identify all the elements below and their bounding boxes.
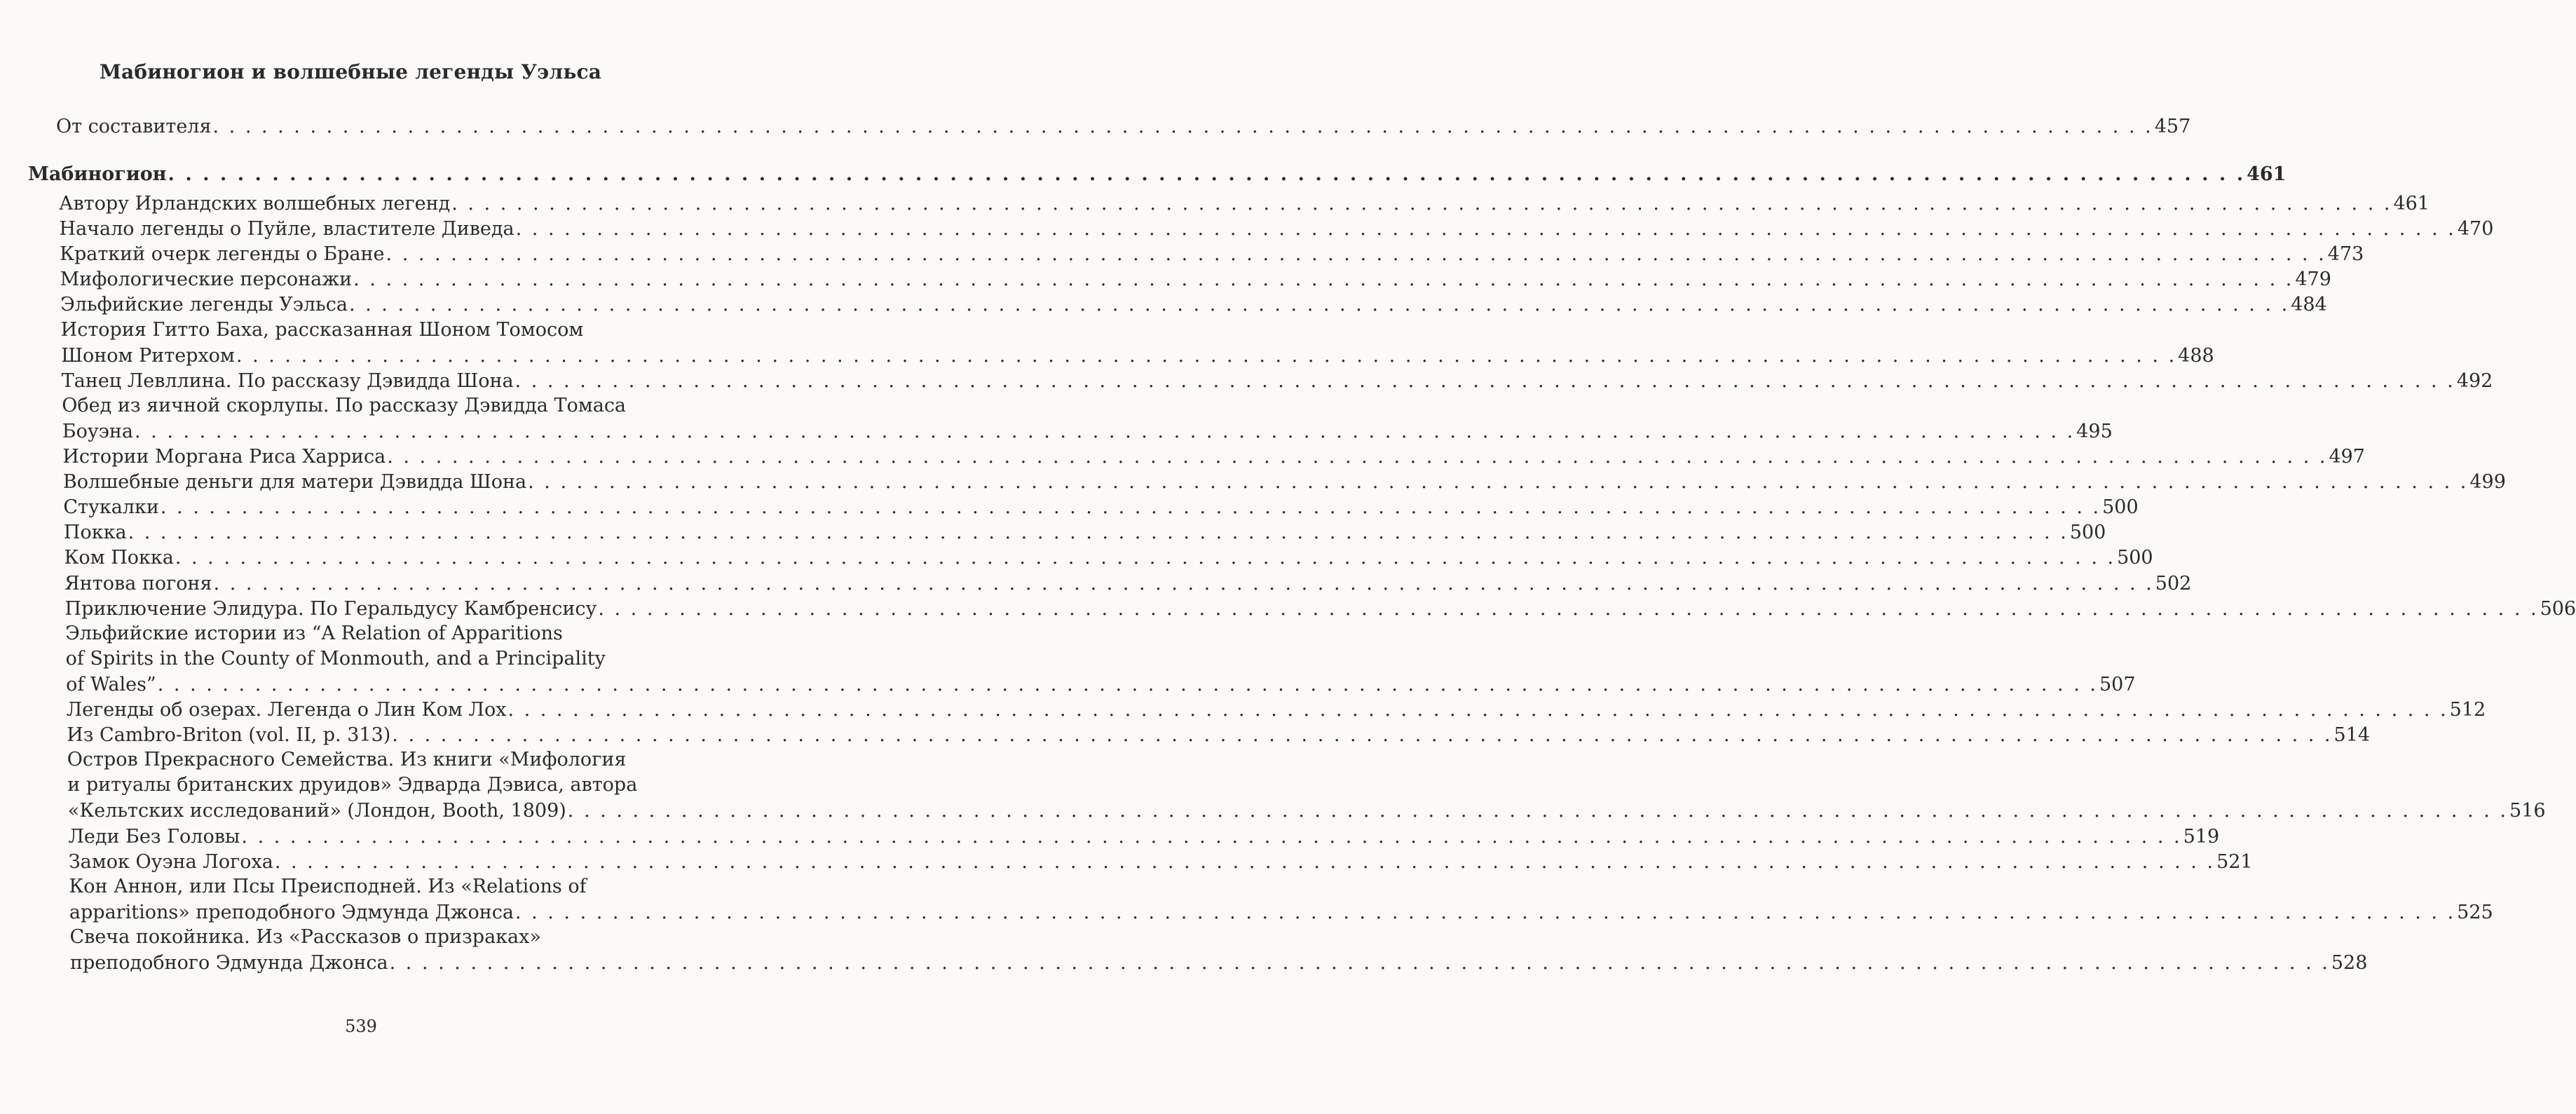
dot-leader: . . . . . . . . . . . . . . . . . . . . . . . . . . . . . . . . . . . . . . . . . . . . . . . . . . . . . . . . . . . . . . . . . . . . . . . . . . . . . . . . . . . . . . . . . . . . . . . . . . . . . . . . . . . . . . . . . . . . . . . . [168, 163, 2246, 185]
toc-entry-text: Кон Аннон, или Псы Преисподней. Из «Relations of [69, 875, 587, 897]
toc-entry-page: 506 [2540, 597, 2576, 620]
dot-leader: . . . . . . . . . . . . . . . . . . . . . . . . . . . . . . . . . . . . . . . . . . . . . . . . . . . . . . . . . . . . . . . . . . . . . . . . . . . . . . . . . . . . . . . . . . . . . . . . . . . . . . . . . . . . . . . . . . . . . . . . [274, 850, 2216, 873]
toc-entry-page: 492 [2456, 369, 2493, 392]
toc-entry-line [64, 569, 2192, 595]
toc-entry-page: 473 [2327, 243, 2364, 266]
toc-entry-page: 499 [2469, 471, 2506, 494]
toc-entry-text: преподобного Эдмунда Джонса [70, 952, 388, 974]
toc-entry-page: 488 [2178, 344, 2214, 367]
toc-entry-text: Ком Покка [64, 547, 174, 569]
toc-entry-page: 500 [2102, 496, 2139, 519]
toc-entry-line [59, 189, 2430, 215]
dot-leader: . . . . . . . . . . . . . . . . . . . . . . . . . . . . . . . . . . . . . . . . . . . . . . . . . . . . . . . . . . . . . . . . . . . . . . . . . . . . . . . . . . . . . . . . . . . . . . . . . . . . . . . . . . . . . . . . . . . . . . . . [507, 699, 2448, 721]
toc-entry-page: 500 [2117, 547, 2153, 569]
toc-entry-text: Мифологические персонажи [60, 269, 353, 291]
toc-entry-page: 512 [2449, 699, 2486, 721]
dot-leader: . . . . . . . . . . . . . . . . . . . . . . . . . . . . . . . . . . . . . . . . . . . . . . . . . . . . . . . . . . . . . . . . . . . . . . . . . . . . . . . . . . . . . . . . . . . . . . . . . . . . . . . . . . . . . . . . . . . . . . . . [386, 243, 2326, 266]
toc-entry-line [68, 848, 2253, 873]
dot-leader: . . . . . . . . . . . . . . . . . . . . . . . . . . . . . . . . . . . . . . . . . . . . . . . . . . . . . . . . . . . . . . . . . . . . . . . . . . . . . . . . . . . . . . . . . . . . . . . . . . . . . . . . . . . . . . . . . . . . . . . . [160, 496, 2101, 519]
toc-entry-text: Обед из яичной скорлупы. По рассказу Дэвидда Томаса [62, 394, 627, 416]
dot-leader: . . . . . . . . . . . . . . . . . . . . . . . . . . . . . . . . . . . . . . . . . . . . . . . . . . . . . . . . . . . . . . . . . . . . . . . . . . . . . . . . . . . . . . . . . . . . . . . . . . . . . . . . . . . . . . . . . . . . . . . . [514, 901, 2456, 923]
dot-leader: . . . . . . . . . . . . . . . . . . . . . . . . . . . . . . . . . . . . . . . . . . . . . . . . . . . . . . . . . . . . . . . . . . . . . . . . . . . . . . . . . . . . . . . . . . . . . . . . . . . . . . . . . . . . . . . . . . . . . . . . [213, 572, 2154, 595]
dot-leader: . . . . . . . . . . . . . . . . . . . . . . . . . . . . . . . . . . . . . . . . . . . . . . . . . . . . . . . . . . . . . . . . . . . . . . . . . . . . . . . . . . . . . . . . . . . . . . . . . . . . . . . . . . . . . . . . . . . . . . . . [514, 369, 2455, 392]
dot-leader: . . . . . . . . . . . . . . . . . . . . . . . . . . . . . . . . . . . . . . . . . . . . . . . . . . . . . . . . . . . . . . . . . . . . . . . . . . . . . . . . . . . . . . . . . . . . . . . . . . . . . . . . . . . . . . . . . . . . . . . . [598, 597, 2539, 620]
dot-leader: . . . . . . . . . . . . . . . . . . . . . . . . . . . . . . . . . . . . . . . . . . . . . . . . . . . . . . . . . . . . . . . . . . . . . . . . . . . . . . . . . . . . . . . . . . . . . . . . . . . . . . . . . . . . . . . . . . . . . . . . [135, 420, 2076, 442]
toc-entry-text: Эльфийские истории из “A Relation of Apparitions [65, 622, 563, 644]
toc-entry-text: Шоном Ритерхом [61, 344, 235, 367]
toc-entry-line [60, 290, 2327, 316]
toc-entry-page: 495 [2076, 420, 2113, 442]
toc-entry-line [67, 721, 2371, 747]
toc-entry-text: Боуэна [62, 420, 133, 442]
toc-entry-page: 500 [2069, 522, 2106, 544]
dot-leader: . . . . . . . . . . . . . . . . . . . . . . . . . . . . . . . . . . . . . . . . . . . . . . . . . . . . . . . . . . . . . . . . . . . . . . . . . . . . . . . . . . . . . . . . . . . . . . . . . . . . . . . . . . . . . . . . . . . . . . . . [387, 446, 2328, 468]
toc-entry-page: 514 [2333, 724, 2371, 747]
toc-entry-line [60, 265, 2331, 291]
toc-entry-text: Краткий очерк легенды о Бране [60, 243, 385, 266]
dot-leader: . . . . . . . . . . . . . . . . . . . . . . . . . . . . . . . . . . . . . . . . . . . . . . . . . . . . . . . . . . . . . . . . . . . . . . . . . . . . . . . . . . . . . . . . . . . . . . . . . . . . . . . . . . . . . . . . . . . . . . . . [515, 218, 2456, 240]
dot-leader: . . . . . . . . . . . . . . . . . . . . . . . . . . . . . . . . . . . . . . . . . . . . . . . . . . . . . . . . . . . . . . . . . . . . . . . . . . . . . . . . . . . . . . . . . . . . . . . . . . . . . . . . . . . . . . . . . . . . . . . . [236, 344, 2177, 367]
toc-entry-page: 461 [2393, 193, 2430, 215]
toc-entry-text: of Spirits in the County of Monmouth, and a Principality [65, 647, 606, 670]
toc-entry-text: Из Cambro-Briton (vol. II, p. 313) [67, 724, 391, 747]
toc-entry-line [64, 543, 2153, 569]
toc-entry-text: Леди Без Головы [68, 825, 240, 848]
toc-section-text: Мабиногион [28, 163, 167, 185]
toc-entry-text: История Гитто Баха, рассказанная Шоном Томосом [60, 318, 584, 341]
toc-entry-line [67, 796, 2546, 822]
dot-leader: . . . . . . . . . . . . . . . . . . . . . . . . . . . . . . . . . . . . . . . . . . . . . . . . . . . . . . . . . . . . . . . . . . . . . . . . . . . . . . . . . . . . . . . . . . . . . . . . . . . . . . . . . . . . . . . . . . . . . . . . [157, 673, 2098, 695]
toc-entry-line [66, 695, 2486, 721]
dot-leader: . . . . . . . . . . . . . . . . . . . . . . . . . . . . . . . . . . . . . . . . . . . . . . . . . . . . . . . . . . . . . . . . . . . . . . . . . . . . . . . . . . . . . . . . . . . . . . . . . . . . . . . . . . . . . . . . . . . . . . . . [392, 724, 2333, 747]
toc-entry-line [60, 240, 2364, 266]
toc-entry-text: Начало легенды о Пуйле, властителе Диведа [59, 218, 514, 240]
toc-entry-text: Автору Ирландских волшебных легенд [59, 193, 451, 215]
toc-entry-text: Эльфийские легенды Уэльса [60, 294, 348, 316]
toc-entry-line [59, 215, 2494, 240]
dot-leader: . . . . . . . . . . . . . . . . . . . . . . . . . . . . . . . . . . . . . . . . . . . . . . . . . . . . . . . . . . . . . . . . . . . . . . . . . . . . . . . . . . . . . . . . . . . . . . . . . . . . . . . . . . . . . . . . . . . . . . . . [241, 825, 2182, 848]
toc-entry-line [61, 341, 2214, 367]
toc-entry-text: Янтова погоня [64, 572, 212, 595]
toc-entry-page: 521 [2216, 850, 2253, 873]
toc-entry-text: Легенды об озерах. Легенда о Лин Ком Лох [66, 699, 507, 721]
toc-entry-page: 516 [2509, 800, 2546, 822]
dot-leader: . . . . . . . . . . . . . . . . . . . . . . . . . . . . . . . . . . . . . . . . . . . . . . . . . . . . . . . . . . . . . . . . . . . . . . . . . . . . . . . . . . . . . . . . . . . . . . . . . . . . . . . . . . . . . . . . . . . . . . . . [528, 471, 2469, 494]
toc-entry-text: «Кельтских исследований» (Лондон, Booth, 1809) [67, 800, 566, 822]
toc-entry-text: и ритуалы британских друидов» Эдварда Дэвиса, автора [67, 774, 638, 796]
toc-entry-text: От составителя [56, 116, 212, 137]
toc-entry-line [68, 822, 2220, 848]
toc-entry-line [69, 898, 2493, 923]
toc-entry-page: 497 [2329, 446, 2365, 468]
toc-entry-line [66, 670, 2136, 695]
page-number: 539 [345, 1017, 377, 1036]
toc-entry-page: 470 [2457, 218, 2494, 240]
dot-leader: . . . . . . . . . . . . . . . . . . . . . . . . . . . . . . . . . . . . . . . . . . . . . . . . . . . . . . . . . . . . . . . . . . . . . . . . . . . . . . . . . . . . . . . . . . . . . . . . . . . . . . . . . . . . . . . . . . . . . . . . [175, 547, 2116, 569]
page-title: Мабиногион и волшебные легенды Уэльса [99, 60, 602, 83]
toc-entry-line [63, 518, 2106, 544]
toc-entry-page: 484 [2291, 294, 2327, 316]
toc-entry-page: 519 [2183, 825, 2220, 848]
toc-entry-line [62, 468, 2506, 494]
toc-section-page: 461 [2247, 163, 2287, 185]
toc-entry-line [62, 417, 2113, 442]
toc-entry-text: Свеча покойника. Из «Рассказов о призраках» [69, 925, 541, 948]
toc-entry-text: Приключение Элидура. По Геральдусу Камбренсису [64, 597, 597, 620]
toc-entry-page: 502 [2155, 572, 2192, 595]
toc-entry-text: Покка [63, 522, 127, 544]
toc-entry-line [70, 949, 2368, 974]
toc-entry-text: Стукалки [63, 496, 159, 519]
toc-entry-text: of Wales” [66, 673, 156, 695]
toc-entry-text: Истории Моргана Риса Харриса [62, 446, 386, 468]
toc-entry-page: 525 [2457, 901, 2493, 923]
toc-entry-page: 528 [2331, 952, 2368, 974]
dot-leader: . . . . . . . . . . . . . . . . . . . . . . . . . . . . . . . . . . . . . . . . . . . . . . . . . . . . . . . . . . . . . . . . . . . . . . . . . . . . . . . . . . . . . . . . . . . . . . . . . . . . . . . . . . . . . . . . . . . . . . . . [353, 269, 2294, 291]
toc-entry-text: Танец Левллина. По рассказу Дэвидда Шона [61, 369, 514, 392]
dot-leader: . . . . . . . . . . . . . . . . . . . . . . . . . . . . . . . . . . . . . . . . . . . . . . . . . . . . . . . . . . . . . . . . . . . . . . . . . . . . . . . . . . . . . . . . . . . . . . . . . . . . . . . . . . . . . . . . . . . . . . . . [212, 116, 2153, 137]
dot-leader: . . . . . . . . . . . . . . . . . . . . . . . . . . . . . . . . . . . . . . . . . . . . . . . . . . . . . . . . . . . . . . . . . . . . . . . . . . . . . . . . . . . . . . . . . . . . . . . . . . . . . . . . . . . . . . . . . . . . . . . . [128, 522, 2069, 544]
toc-entry-line [63, 493, 2139, 519]
toc-entry-page: 457 [2154, 116, 2191, 137]
toc-entry-line [62, 442, 2365, 468]
dot-leader: . . . . . . . . . . . . . . . . . . . . . . . . . . . . . . . . . . . . . . . . . . . . . . . . . . . . . . . . . . . . . . . . . . . . . . . . . . . . . . . . . . . . . . . . . . . . . . . . . . . . . . . . . . . . . . . . . . . . . . . . [451, 193, 2392, 215]
toc-entry-page: 507 [2099, 673, 2136, 695]
dot-leader: . . . . . . . . . . . . . . . . . . . . . . . . . . . . . . . . . . . . . . . . . . . . . . . . . . . . . . . . . . . . . . . . . . . . . . . . . . . . . . . . . . . . . . . . . . . . . . . . . . . . . . . . . . . . . . . . . . . . . . . . [567, 800, 2509, 822]
dot-leader: . . . . . . . . . . . . . . . . . . . . . . . . . . . . . . . . . . . . . . . . . . . . . . . . . . . . . . . . . . . . . . . . . . . . . . . . . . . . . . . . . . . . . . . . . . . . . . . . . . . . . . . . . . . . . . . . . . . . . . . . [348, 294, 2290, 316]
toc-entry-text: Замок Оуэна Логоха [68, 850, 273, 873]
toc-entry-text: Остров Прекрасного Семейства. Из книги «Мифология [67, 749, 627, 771]
toc-entry-line [61, 367, 2493, 392]
toc-entry-line [64, 595, 2576, 620]
toc-entry-text: Волшебные деньги для матери Дэвидда Шона [62, 471, 527, 494]
toc-entry-text: apparitions» преподобного Эдмунда Джонса [69, 901, 514, 923]
toc-entry-page: 479 [2295, 269, 2331, 291]
dot-leader: . . . . . . . . . . . . . . . . . . . . . . . . . . . . . . . . . . . . . . . . . . . . . . . . . . . . . . . . . . . . . . . . . . . . . . . . . . . . . . . . . . . . . . . . . . . . . . . . . . . . . . . . . . . . . . . . . . . . . . . . [389, 952, 2330, 974]
